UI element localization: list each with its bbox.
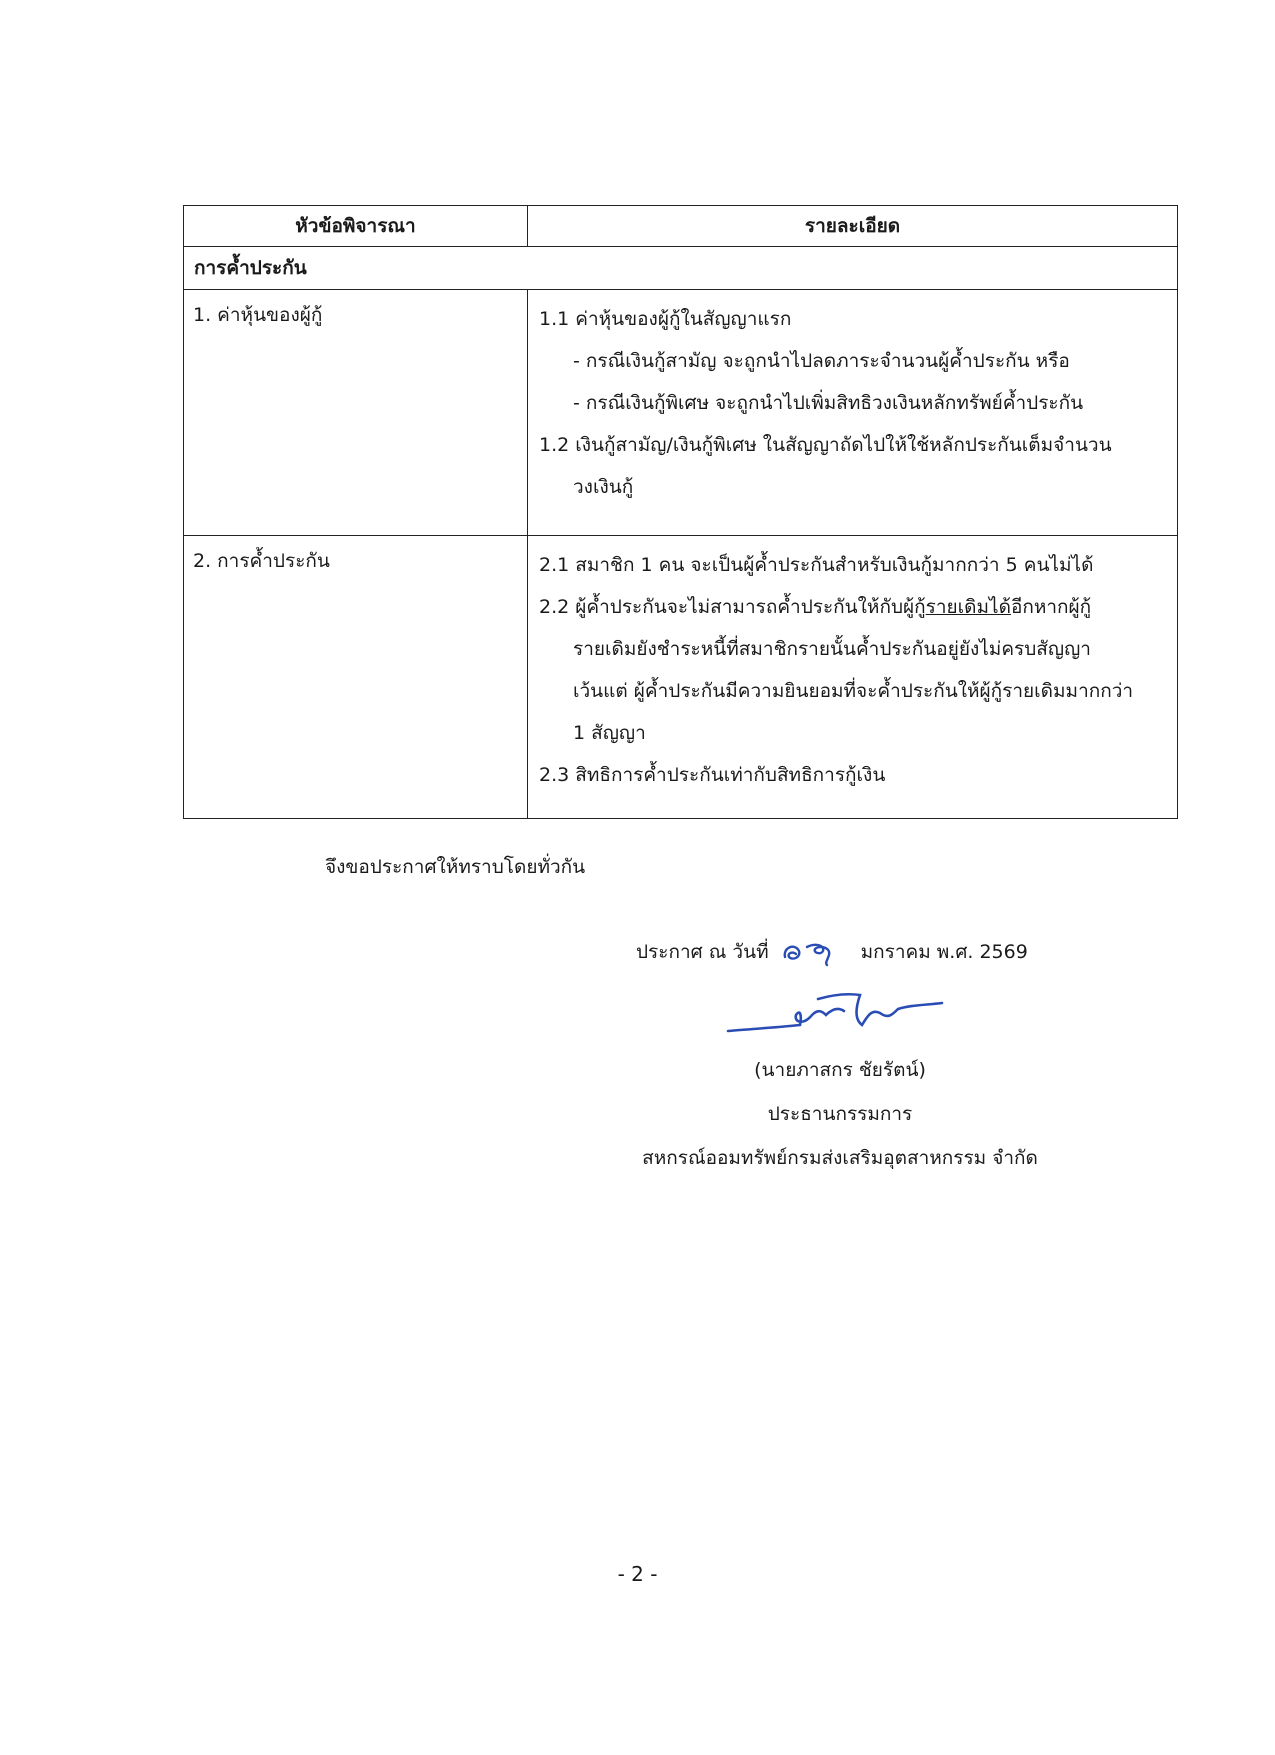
signatory-name: (นายภาสกร ชัยรัตน์) [754,1059,926,1081]
date-month-year: มกราคม พ.ศ. 2569 [860,941,1028,963]
topic-cell [184,536,528,819]
topic-cell [184,290,528,536]
signatory-position: ประธานกรรมการ [767,1103,913,1125]
detail-cell [528,290,1178,536]
section-row [184,247,1178,290]
detail-text: อีกหากผู้กู้ [1010,596,1092,618]
detail-cell [528,536,1178,819]
header-topic: หัวข้อพิจารณา [184,206,528,247]
detail-line: - กรณีเงินกู้พิเศษ จะถูกนำไปเพิ่มสิทธิวงเงินหลักทรัพย์ค้ำประกัน [573,392,1084,414]
signature [722,985,947,1041]
announcement-date [636,937,1028,967]
detail-line: 1.1 ค่าหุ้นของผู้กู้ในสัญญาแรก [539,308,792,330]
table-header-row [184,206,1178,247]
signatory-organization: สหกรณ์ออมทรัพย์กรมส่งเสริมอุตสาหกรรม จำกัด [642,1147,1038,1169]
page-number: - 2 - [617,1562,658,1586]
handwritten-day [779,939,841,967]
detail-line: เว้นแต่ ผู้ค้ำประกันมีความยินยอมที่จะค้ำประกันให้ผู้กู้รายเดิมมากกว่า [573,680,1134,702]
detail-line: 2.1 สมาชิก 1 คน จะเป็นผู้ค้ำประกันสำหรับเงินกู้มากกว่า 5 คนไม่ได้ [539,554,1094,576]
detail-line: 1 สัญญา [573,722,646,744]
table-row [184,536,1178,819]
topic-text: 2. การค้ำประกัน [193,550,330,572]
detail-line: วงเงินกู้ [573,476,634,498]
topic-text: 1. ค่าหุ้นของผู้กู้ [193,304,323,326]
detail-line: - กรณีเงินกู้สามัญ จะถูกนำไปลดภาระจำนวนผู้ค้ำประกัน หรือ [573,350,1070,372]
signature-block [560,1048,1120,1180]
detail-line: 1.2 เงินกู้สามัญ/เงินกู้พิเศษ ในสัญญาถัดไปให้ใช้หลักประกันเต็มจำนวน [539,434,1112,456]
header-detail: รายละเอียด [528,206,1178,247]
underlined-text: รายเดิมได้ [925,596,1011,618]
table-row [184,290,1178,536]
date-prefix: ประกาศ ณ วันที่ [636,941,769,963]
section-title: การค้ำประกัน [184,247,1178,290]
detail-line [539,586,1169,628]
closing-statement: จึงขอประกาศให้ทราบโดยทั่วกัน [325,856,586,878]
detail-line: 2.3 สิทธิการค้ำประกันเท่ากับสิทธิการกู้เงิน [539,764,886,786]
detail-line: รายเดิมยังชำระหนี้ที่สมาชิกรายนั้นค้ำประกันอยู่ยังไม่ครบสัญญา [573,638,1091,660]
detail-text: 2.2 ผู้ค้ำประกันจะไม่สามารถค้ำประกันให้กับผู้กู้ [539,596,926,618]
criteria-table [183,205,1178,819]
